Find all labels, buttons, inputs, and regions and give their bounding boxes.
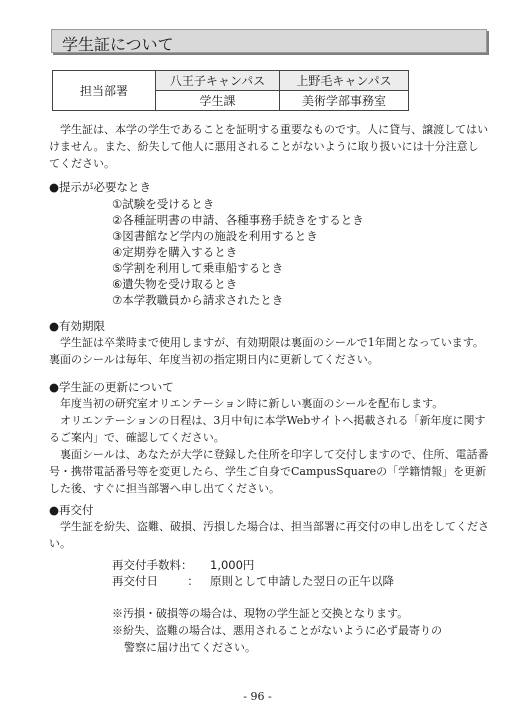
department-table-row xyxy=(53,71,409,91)
validity-paragraph: 学生証は卒業時まで使用しますが、有効期限は裏面のシールで1年間となっています。裏面のシールは毎年、年度当初の指定期日内に更新してください。 xyxy=(49,336,484,366)
validity-heading: ●有効期限 xyxy=(49,319,106,333)
campus-hachioji: 八王子キャンパス xyxy=(156,71,280,91)
department-row-label: 担当部署 xyxy=(53,71,156,111)
office-hachioji: 学生課 xyxy=(156,91,280,111)
presentation-heading: ●提示が必要なとき xyxy=(49,180,152,194)
note-loss-line2: 警察に届け出てください。 xyxy=(124,641,256,654)
section-title: 学生証について xyxy=(62,35,174,54)
page-number: - 96 - xyxy=(243,690,272,703)
list-item: ⑦本学教職員から請求されたとき xyxy=(112,293,284,307)
note-loss-line1: ※紛失、盗難の場合は、悪用されることがないように必ず最寄りの xyxy=(112,624,442,637)
list-item: ④定期券を購入するとき xyxy=(112,245,238,259)
list-item: ⑥遺失物を受け取るとき xyxy=(112,277,238,291)
department-table xyxy=(52,70,409,111)
intro-paragraph: 学生証は、本学の学生であることを証明する重要なものです。人に貸与、譲渡してはいけません。また、紛失して他人に悪用されることがないように取り扱いには十分注意してください。 xyxy=(49,123,489,170)
date-separator: ： xyxy=(187,574,199,588)
reissue-paragraph: 学生証を紛失、盗難、破損、汚損した場合は、担当部署に再交付の申し出をしてください。 xyxy=(49,520,489,550)
fee-value: 1,000円 xyxy=(210,558,255,572)
renewal-paragraph-2: オリエンテーションの日程は、3月中旬に本学Webサイトへ掲載される「新年度に関するご案内」で、確認してください。 xyxy=(49,414,486,444)
list-item: ①試験を受けるとき xyxy=(112,197,215,211)
renewal-paragraph-3: 裏面シールは、あなたが大学に登録した住所を印字して交付しますので、住所、電話番号・携帯電話番号等を変更したら、学生ご自身でCampusSquareの「学籍情報」を更新した後、すぐに担当部署へ申し出てください。 xyxy=(49,448,489,495)
office-kaminoge: 美術学部事務室 xyxy=(280,91,409,111)
fee-label: 再交付手数料： xyxy=(112,558,193,572)
reissue-fee-block xyxy=(112,557,394,589)
date-row xyxy=(112,573,394,589)
list-item: ②各種証明書の申請、各種事務手続きをするとき xyxy=(112,213,364,227)
campus-kaminoge: 上野毛キャンパス xyxy=(280,71,409,91)
section-title-bar xyxy=(51,29,487,53)
reissue-heading: ●再交付 xyxy=(49,503,94,517)
renewal-paragraph-1: 年度当初の研究室オリエンテーション時に新しい裏面のシールを配布します。 xyxy=(60,397,444,410)
renewal-heading: ●学生証の更新について xyxy=(49,380,174,394)
list-item: ⑤学割を利用して乗車船するとき xyxy=(112,261,284,275)
reissue-notes xyxy=(112,605,442,656)
date-value: 原則として申請した翌日の正午以降 xyxy=(210,574,394,588)
fee-row xyxy=(112,557,394,573)
note-damage: ※汚損・破損等の場合は、現物の学生証と交換となります。 xyxy=(112,607,409,620)
presentation-list xyxy=(112,196,364,308)
list-item: ③図書館など学内の施設を利用するとき xyxy=(112,229,318,243)
date-label: 再交付日 xyxy=(112,574,158,588)
